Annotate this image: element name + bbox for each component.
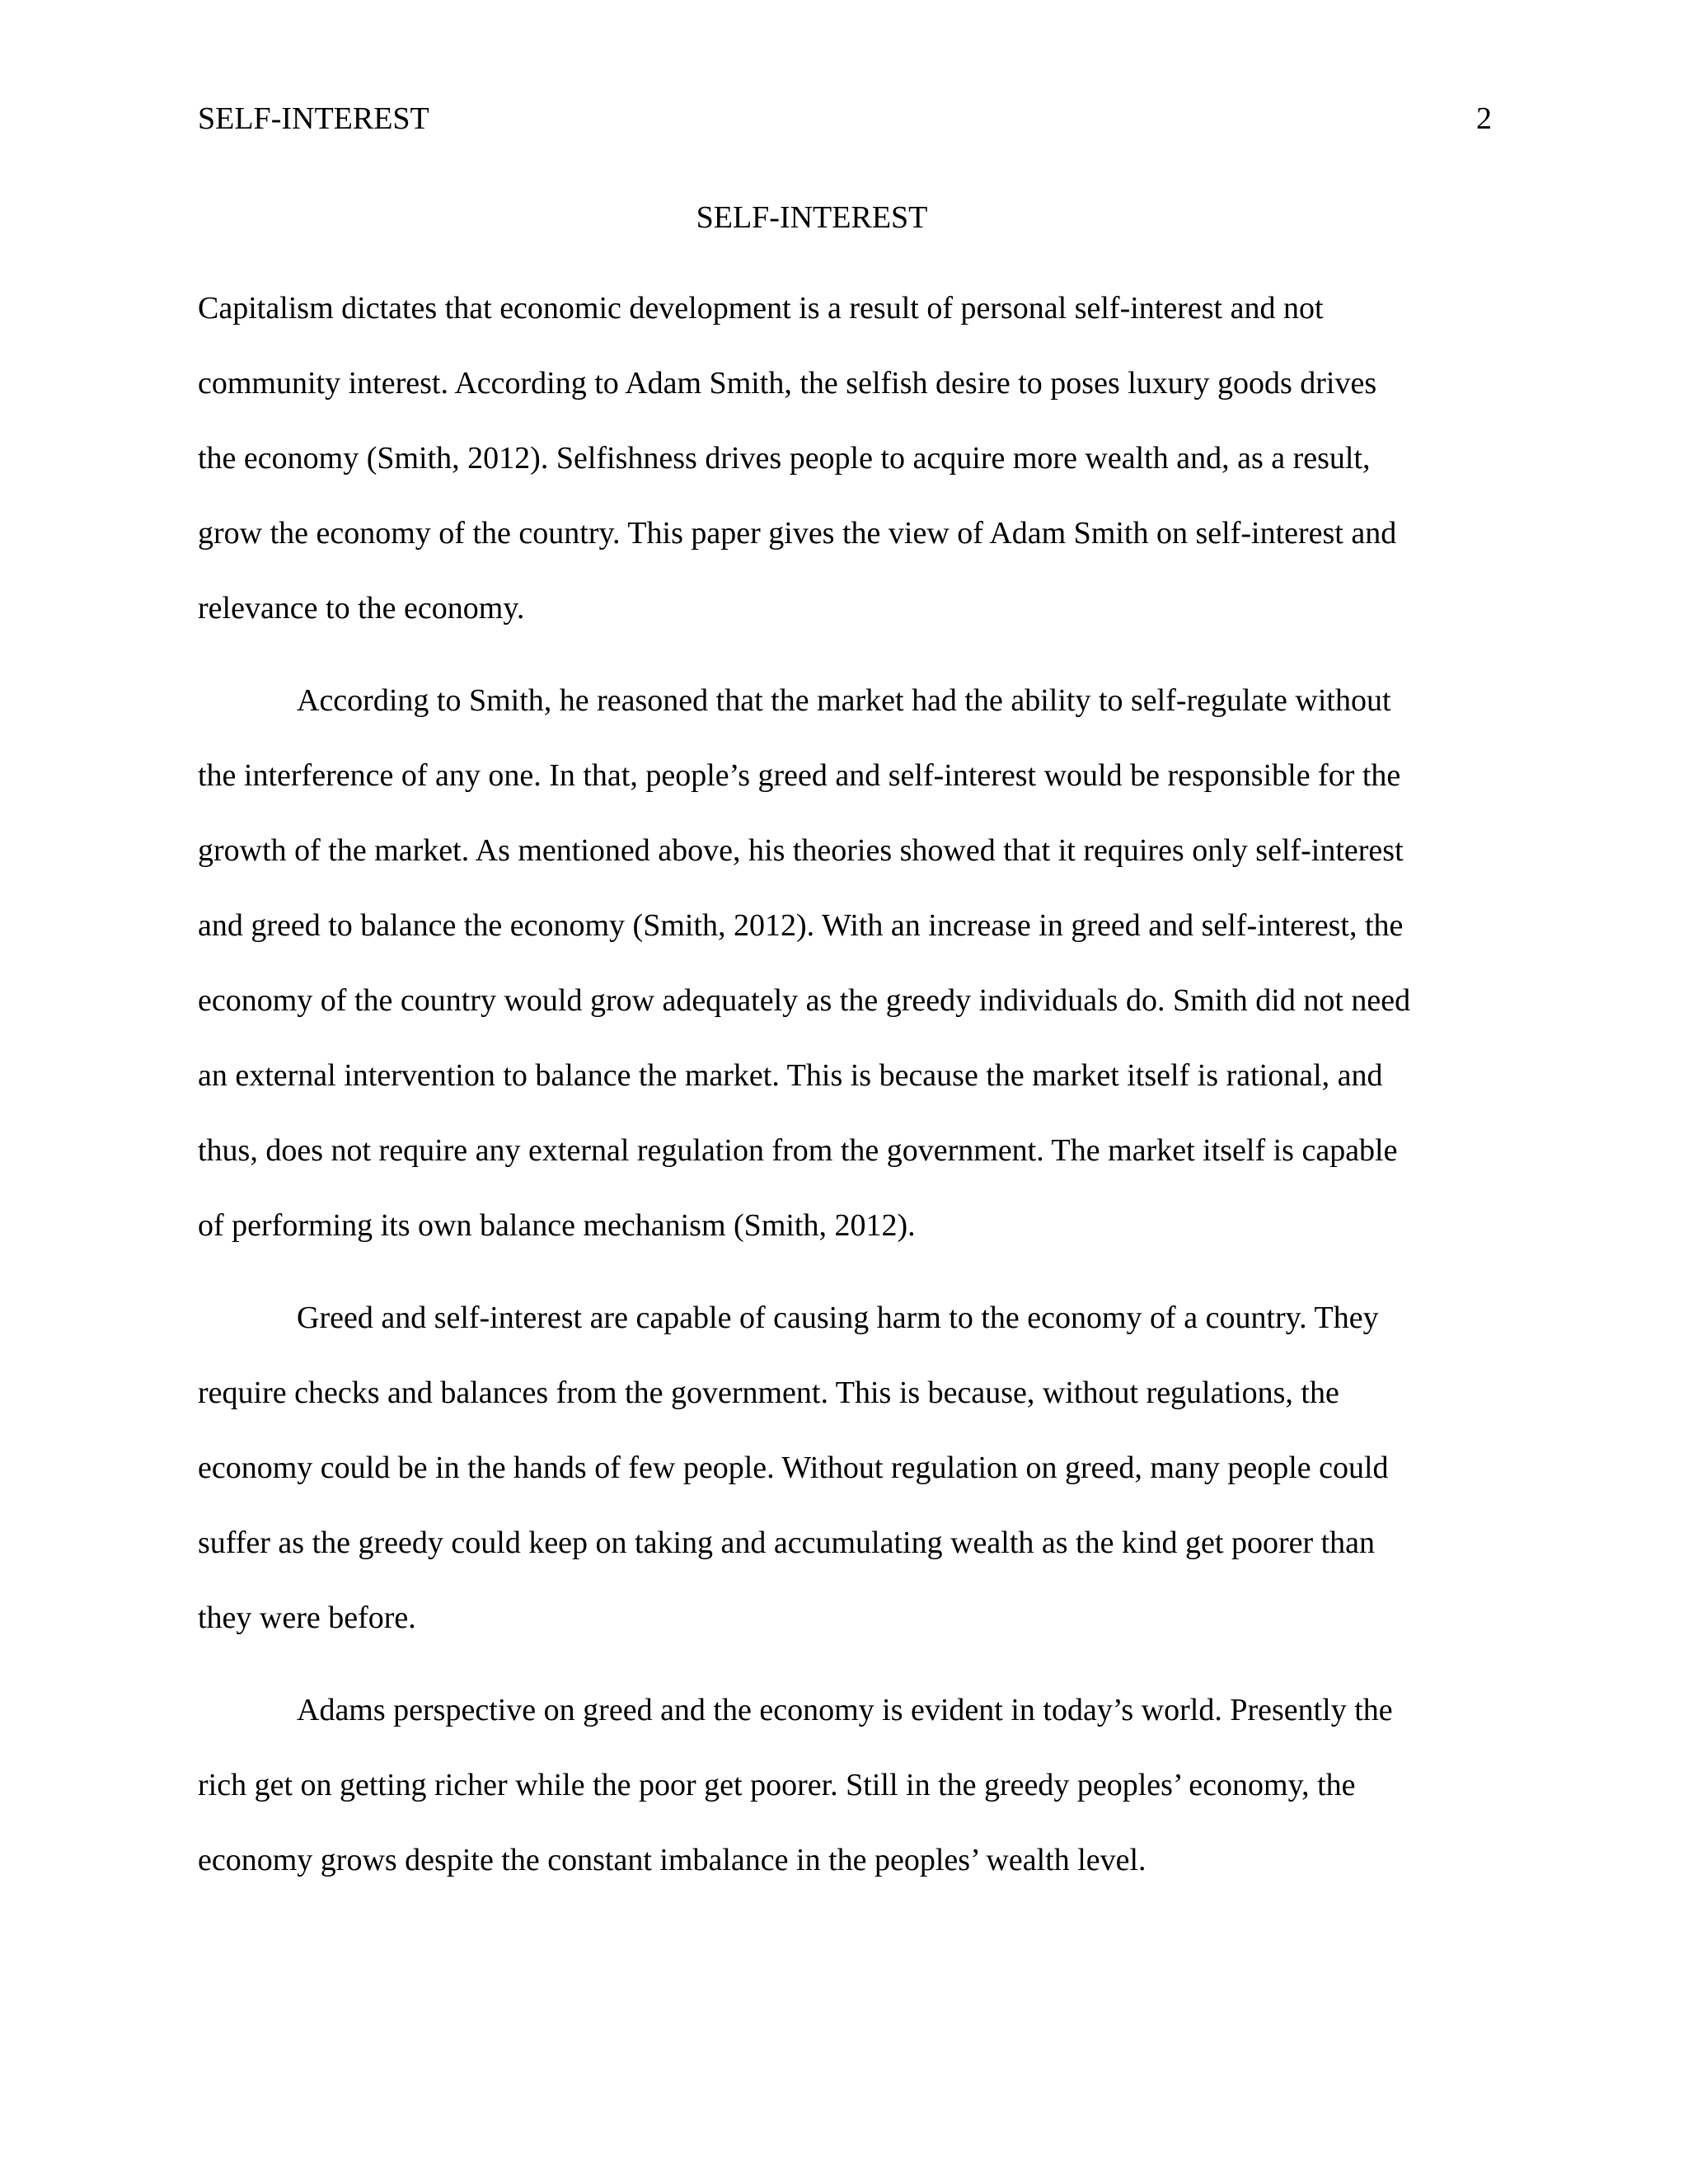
- paragraph-line: the economy (Smith, 2012). Selfishness drives people to acquire more wealth and, as a result,: [198, 441, 1371, 476]
- paragraph-line: require checks and balances from the government. This is because, without regulations, the: [198, 1376, 1339, 1410]
- paragraph-line: grow the economy of the country. This paper gives the view of Adam Smith on self-interest and: [198, 516, 1397, 551]
- paragraph-line: economy of the country would grow adequately as the greedy individuals do. Smith did not need: [198, 983, 1411, 1018]
- paragraph-line: economy could be in the hands of few people. Without regulation on greed, many people could: [198, 1451, 1389, 1485]
- paragraph-line: the interference of any one. In that, people’s greed and self-interest would be responsible for the: [198, 758, 1401, 793]
- paragraph-line: suffer as the greedy could keep on taking and accumulating wealth as the kind get poorer than: [198, 1526, 1376, 1560]
- paragraph-line: thus, does not require any external regulation from the government. The market itself is capable: [198, 1133, 1398, 1168]
- running-head: SELF-INTEREST: [198, 101, 429, 136]
- paragraph-line: an external intervention to balance the market. This is because the market itself is rational, and: [198, 1058, 1383, 1093]
- paragraph-line: economy grows despite the constant imbalance in the peoples’ wealth level.: [198, 1843, 1146, 1877]
- paragraph-line: According to Smith, he reasoned that the market had the ability to self-regulate without: [297, 683, 1391, 718]
- paragraph-line: growth of the market. As mentioned above, his theories showed that it requires only self-interest: [198, 833, 1404, 868]
- paragraph-line: Greed and self-interest are capable of causing harm to the economy of a country. They: [297, 1301, 1379, 1335]
- page-number: 2: [1476, 101, 1492, 136]
- paragraph-line: relevance to the economy.: [198, 591, 525, 626]
- paragraph-line: Adams perspective on greed and the economy is evident in today’s world. Presently the: [297, 1693, 1393, 1727]
- paragraph-line: Capitalism dictates that economic development is a result of personal self-interest and not: [198, 291, 1324, 326]
- paragraph-line: of performing its own balance mechanism (Smith, 2012).: [198, 1208, 916, 1243]
- paragraph-line: community interest. According to Adam Smith, the selfish desire to poses luxury goods drives: [198, 366, 1377, 401]
- paragraph-line: and greed to balance the economy (Smith, 2012). With an increase in greed and self-interest, the: [198, 908, 1404, 943]
- paragraph-line: rich get on getting richer while the poor get poorer. Still in the greedy peoples’ economy, the: [198, 1768, 1356, 1802]
- document-title: SELF-INTEREST: [696, 200, 928, 235]
- paragraph-line: they were before.: [198, 1601, 416, 1635]
